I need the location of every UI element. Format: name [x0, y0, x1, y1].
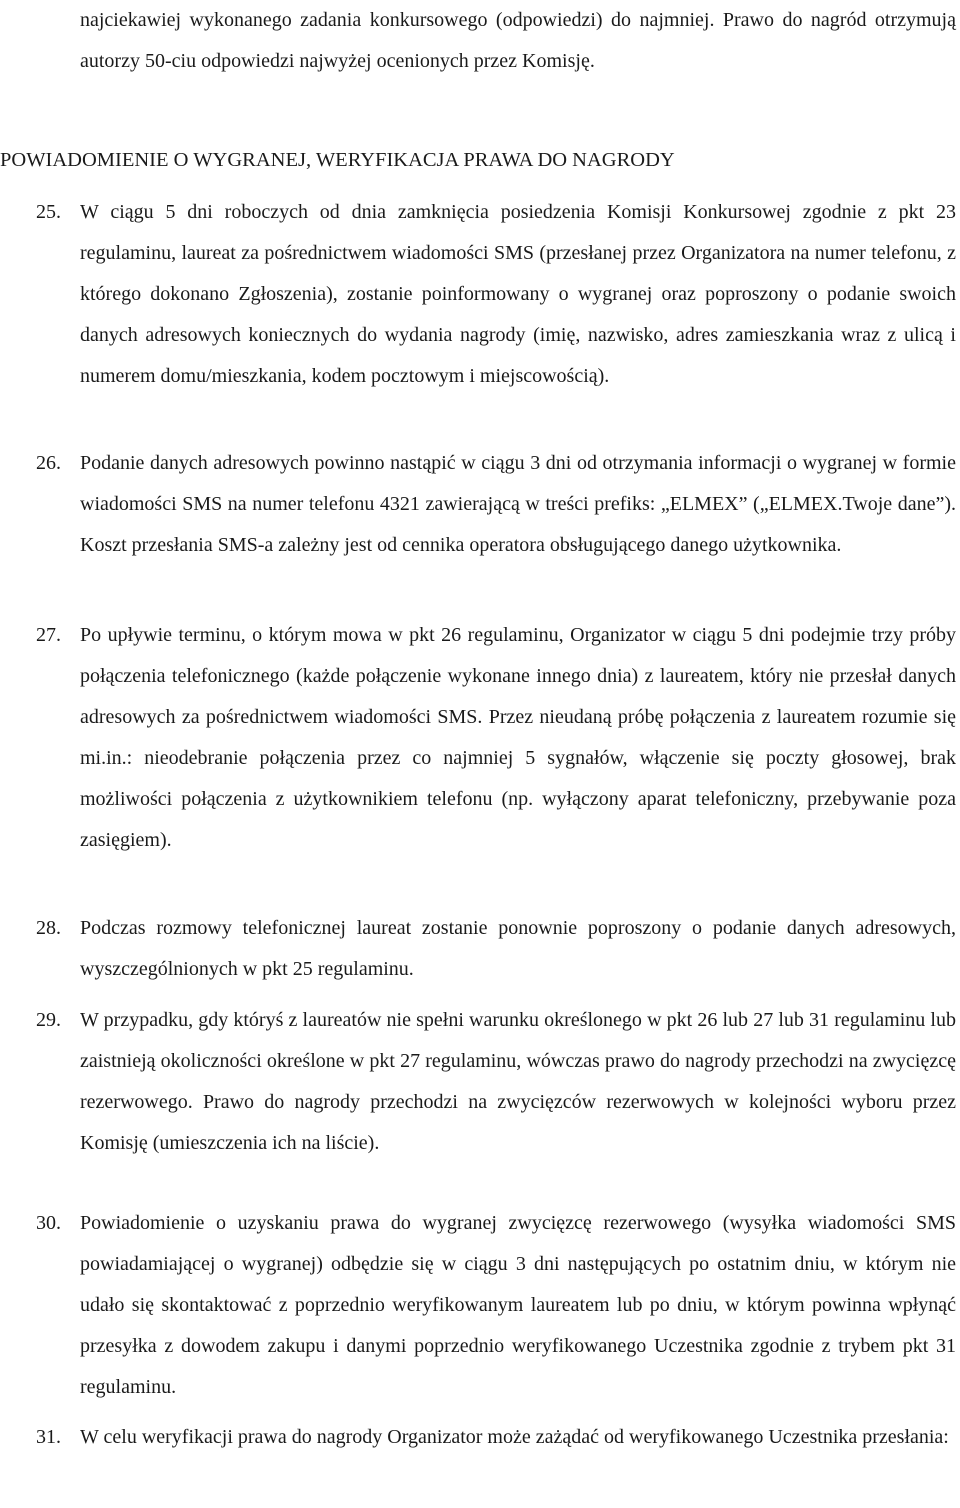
section-heading: POWIADOMIENIE O WYGRANEJ, WERYFIKACJA PRAWA DO NAGRODY	[0, 149, 675, 171]
item-number: 30.	[36, 1212, 61, 1234]
item-text: W ciągu 5 dni roboczych od dnia zamknięcia posiedzenia Komisji Konkursowej zgodnie z pkt 23 regulaminu, laureat za pośrednictwem wiadomości SMS (przesłanej przez Organizatora na numer telefonu, z którego dokonano Zgłoszenia), zostanie poinformowany o wygranej oraz poproszony o podanie swoich danych adresowych koniecznych do wydania nagrody (imię, nazwisko, adres zamieszkania wraz z ulicą i numerem domu/mieszkania, kodem pocztowym i miejscowością).	[80, 201, 956, 387]
item-number: 31.	[36, 1426, 61, 1448]
item-text: Powiadomienie o uzyskaniu prawa do wygranej zwycięzcę rezerwowego (wysyłka wiadomości SMS powiadamiającej o wygranej) odbędzie się w ciągu 3 dni następujących po ostatnim dniu, w którym nie udało się skontaktować z poprzednio weryfikowanym laureatem lub po dniu, w którym powinna wpłynąć przesyłka z dowodem zakupu i danymi poprzednio weryfikowanego Uczestnika zgodnie z trybem pkt 31 regulaminu.	[80, 1212, 956, 1398]
item-number: 26.	[36, 452, 61, 474]
list-item-25	[0, 192, 956, 397]
item-number: 25.	[36, 201, 61, 223]
item-number: 29.	[36, 1009, 61, 1031]
list-item-29	[0, 1000, 956, 1164]
list-item-26	[0, 443, 956, 566]
list-item-31	[0, 1417, 956, 1458]
intro-paragraph: najciekawiej wykonanego zadania konkursowego (odpowiedzi) do najmniej. Prawo do nagród otrzymują autorzy 50-ciu odpowiedzi najwyżej ocenionych przez Komisję.	[80, 9, 956, 72]
item-number: 27.	[36, 624, 61, 646]
list-item-30	[0, 1203, 956, 1408]
item-text: Podczas rozmowy telefonicznej laureat zostanie ponownie poproszony o podanie danych adresowych, wyszczególnionych w pkt 25 regulaminu.	[80, 917, 956, 980]
item-number: 28.	[36, 917, 61, 939]
list-item-28	[0, 908, 956, 990]
list-item-27	[0, 615, 956, 861]
item-text: Po upływie terminu, o którym mowa w pkt 26 regulaminu, Organizator w ciągu 5 dni podejmie trzy próby połączenia telefonicznego (każde połączenie wykonane innego dnia) z laureatem, który nie przesłał danych adresowych za pośrednictwem wiadomości SMS. Przez nieudaną próbę połączenia z laureatem rozumie się mi.in.: nieodebranie połączenia przez co najmniej 5 sygnałów, włączenie się poczty głosowej, brak możliwości połączenia z użytkownikiem telefonu (np. wyłączony aparat telefoniczny, przebywanie poza zasięgiem).	[80, 624, 956, 851]
item-text: W celu weryfikacji prawa do nagrody Organizator może zażądać od weryfikowanego Uczestnika przesłania:	[80, 1426, 949, 1448]
item-text: Podanie danych adresowych powinno nastąpić w ciągu 3 dni od otrzymania informacji o wygranej w formie wiadomości SMS na numer telefonu 4321 zawierającą w treści prefiks: „ELMEX” („ELMEX.Twoje dane”). Koszt przesłania SMS-a zależny jest od cennika operatora obsługującego danego użytkownika.	[80, 452, 956, 556]
item-text: W przypadku, gdy któryś z laureatów nie spełni warunku określonego w pkt 26 lub 27 lub 31 regulaminu lub zaistnieją okoliczności określone w pkt 27 regulaminu, wówczas prawo do nagrody przechodzi na zwycięzcę rezerwowego. Prawo do nagrody przechodzi na zwycięzców rezerwowych w kolejności wyboru przez Komisję (umieszczenia ich na liście).	[80, 1009, 956, 1154]
